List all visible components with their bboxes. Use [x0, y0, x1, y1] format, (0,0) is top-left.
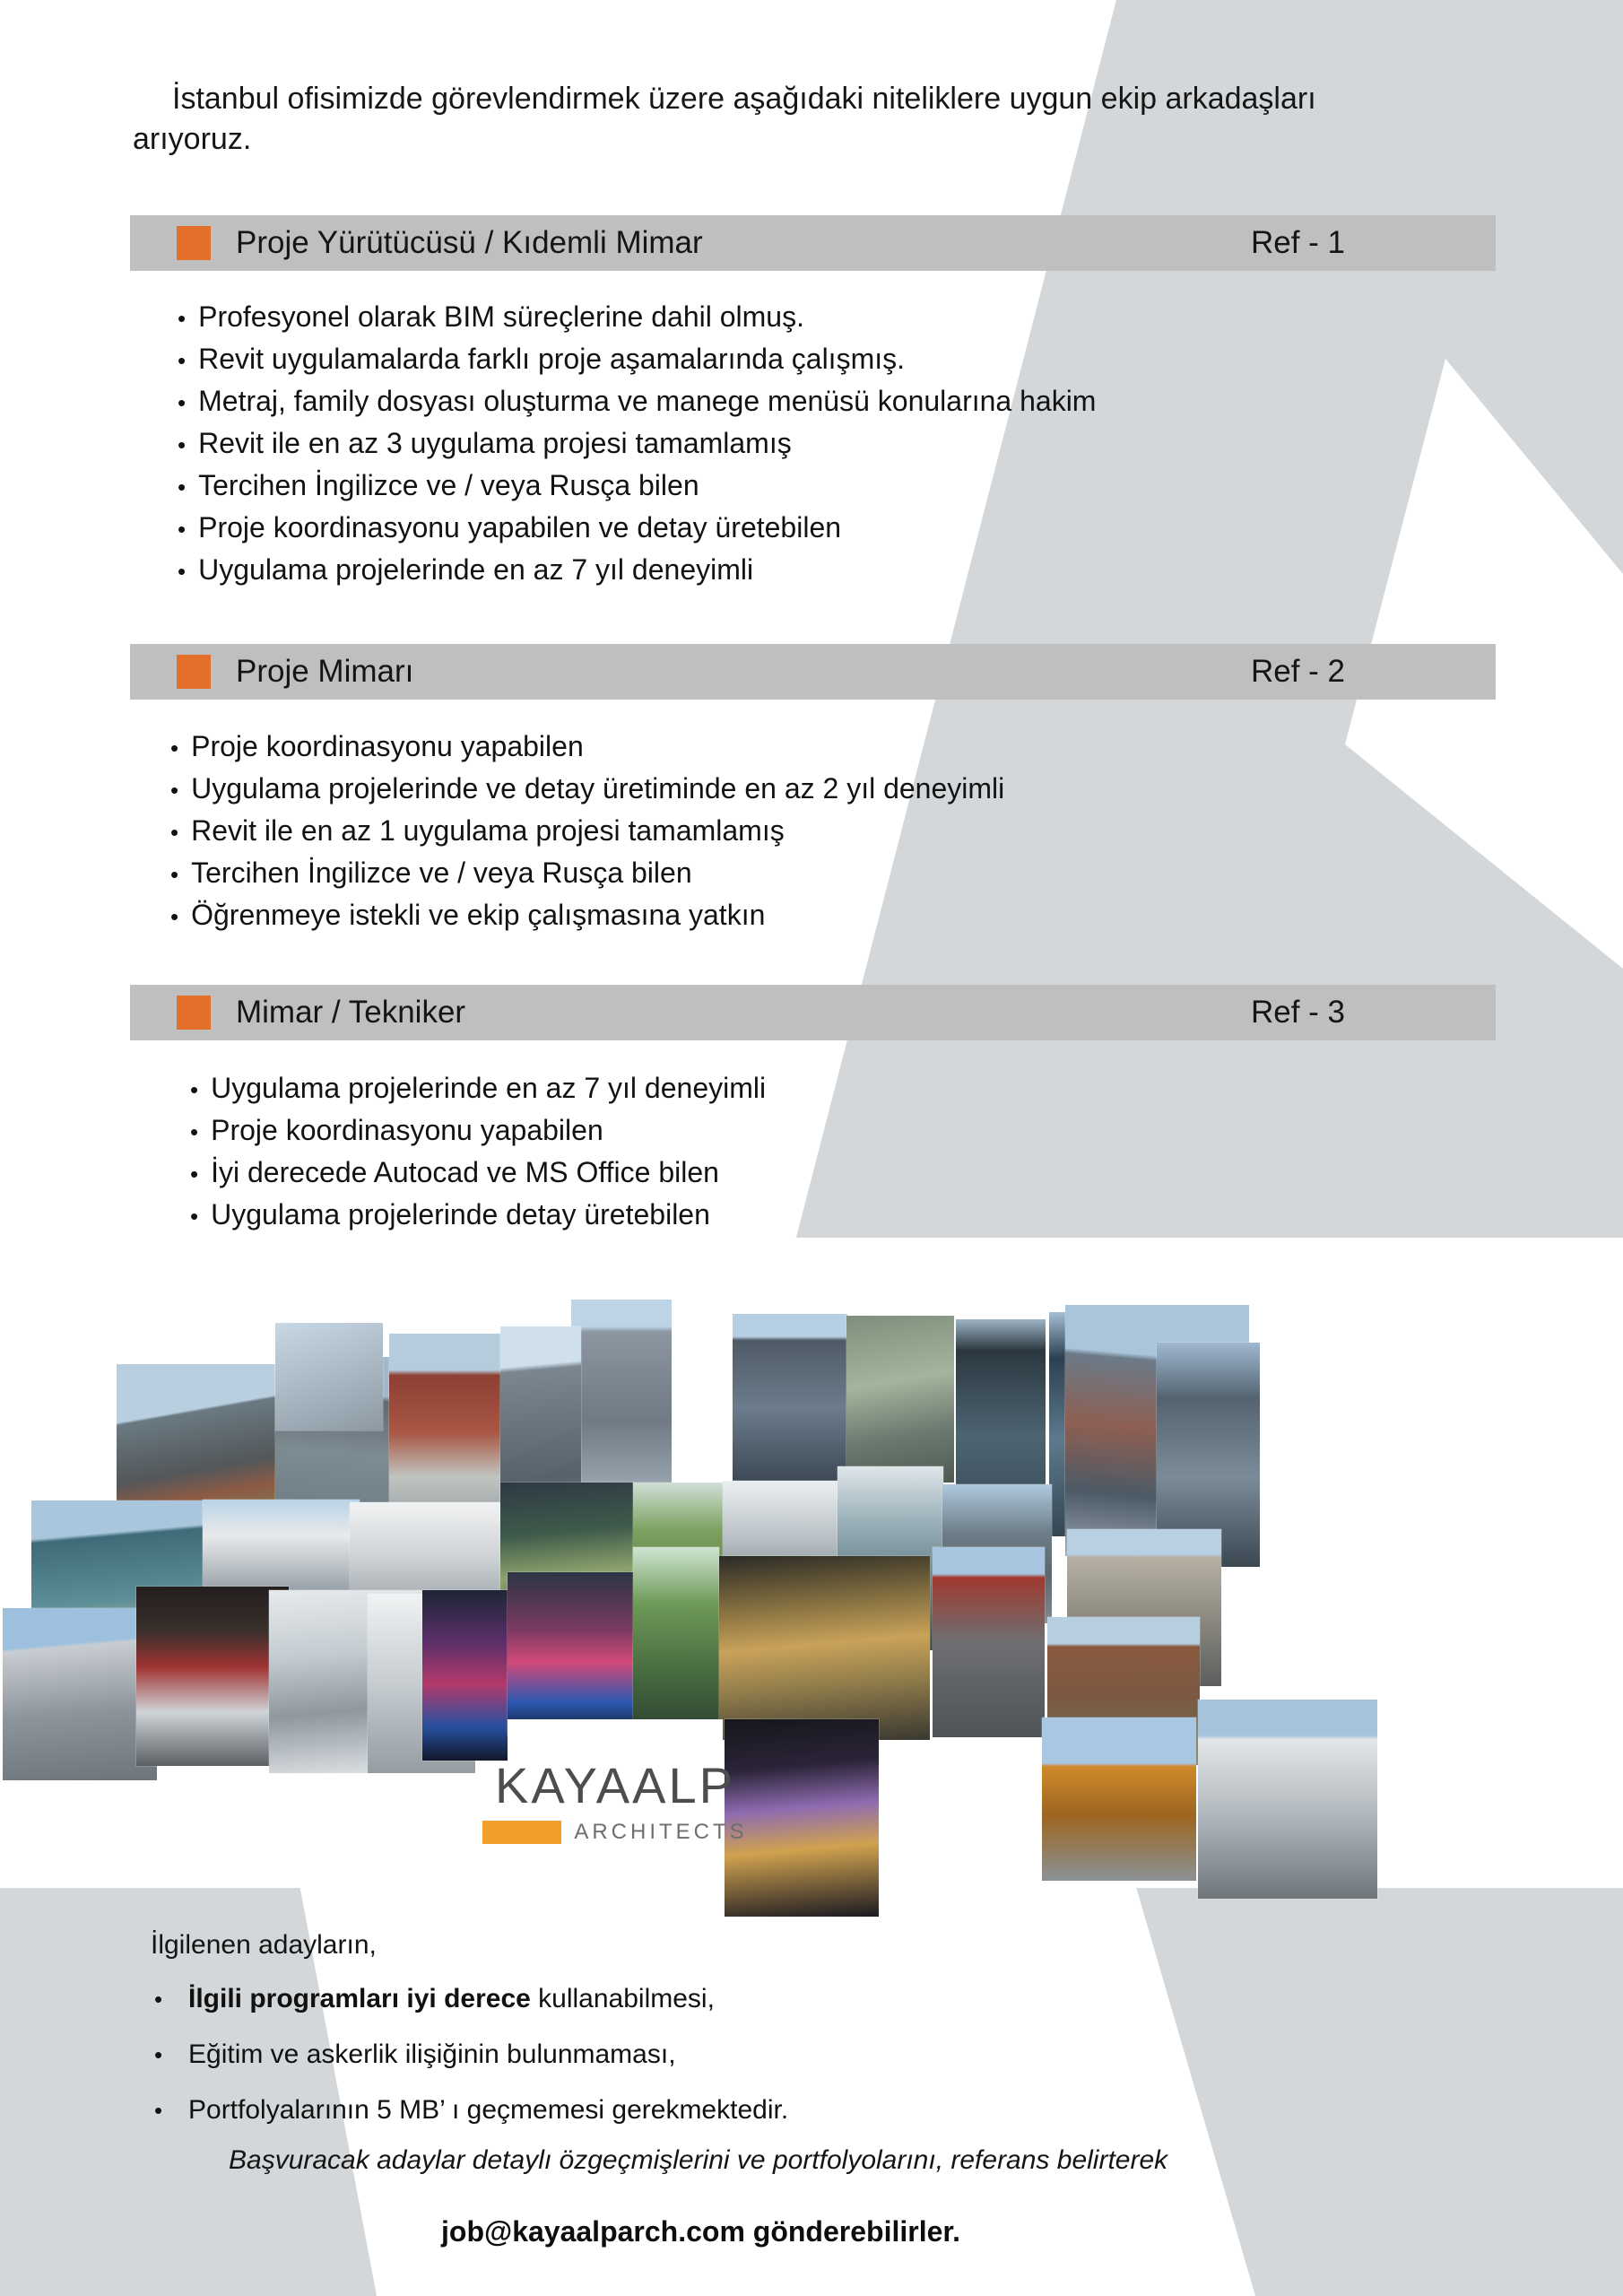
bullet-dot-icon: • [170, 777, 179, 804]
bullet-dot-icon: • [178, 305, 187, 332]
bullet-dot-icon: • [178, 389, 187, 416]
bullet-dot-icon: • [178, 431, 187, 458]
orange-square-icon [177, 996, 211, 1030]
list-item [170, 816, 1004, 845]
list-item [190, 1074, 766, 1102]
section-header-bar-3 [130, 985, 1496, 1040]
list-item [178, 513, 1096, 542]
bullet-text: Uygulama projelerinde en az 7 yıl deneyimli [198, 553, 754, 586]
section-header-bar-2 [130, 644, 1496, 700]
list-item [170, 858, 1004, 887]
logo-subtitle-row [482, 1820, 747, 1845]
list-item [170, 774, 1004, 803]
section-ref-1: Ref - 1 [1250, 225, 1345, 260]
collage-photo [933, 1547, 1045, 1737]
list-item [178, 471, 1096, 500]
collage-photo [1198, 1700, 1377, 1899]
bullet-text: Revit ile en az 1 uygulama projesi tamamlamış [191, 814, 785, 847]
bullet-dot-icon: • [154, 2041, 163, 2068]
bullet-text: Tercihen İngilizce ve / veya Rusça bilen [191, 857, 692, 889]
list-item [190, 1200, 766, 1229]
footer-email-line [441, 2215, 960, 2248]
bullet-dot-icon: • [190, 1203, 199, 1230]
collage-photo [846, 1316, 954, 1483]
collage-photo [633, 1547, 719, 1735]
section-title-3: Mimar / Tekniker [236, 995, 466, 1030]
bullet-text: İyi derecede Autocad ve MS Office bilen [211, 1156, 719, 1188]
section-bullets-3 [190, 1074, 766, 1242]
collage-photo [422, 1590, 512, 1761]
bullet-text: Eğitim ve askerlik ilişiğinin bulunmaması, [188, 2039, 676, 2069]
collage-photo [719, 1556, 930, 1740]
collage-photo [725, 1719, 879, 1917]
section-ref-2: Ref - 2 [1250, 654, 1345, 689]
list-item [154, 1984, 788, 2014]
bullet-text: Portfolyalarının 5 MB’ ı geçmemesi gerekmektedir. [188, 2095, 789, 2125]
intro-paragraph [133, 79, 1388, 160]
bullet-dot-icon: • [154, 2097, 163, 2124]
section-bullets-2 [170, 732, 1004, 943]
list-item [178, 387, 1096, 415]
bullet-text: Revit ile en az 3 uygulama projesi tamamlamış [198, 427, 792, 459]
section-header-bar-1 [130, 215, 1496, 271]
list-item [178, 429, 1096, 457]
logo-orange-bar-icon [482, 1821, 561, 1844]
bullet-text: Öğrenmeye istekli ve ekip çalışmasına yatkın [191, 899, 766, 931]
bullet-dot-icon: • [178, 558, 187, 585]
bullet-text: Proje koordinasyonu yapabilen ve detay üretebilen [198, 511, 842, 544]
orange-square-icon [177, 226, 211, 260]
section-ref-3: Ref - 3 [1250, 995, 1345, 1030]
bullet-dot-icon: • [170, 819, 179, 846]
bullet-text-rest: kullanabilmesi, [530, 1984, 715, 2013]
section-title-2: Proje Mimarı [236, 654, 414, 689]
list-item [178, 302, 1096, 331]
footer-lead-text: İlgilenen adayların, [151, 1930, 377, 1960]
list-item [190, 1158, 766, 1187]
bullet-dot-icon: • [190, 1161, 199, 1187]
orange-square-icon [177, 655, 211, 689]
email-address-link[interactable]: job@kayaalparch.com [441, 2215, 745, 2248]
bullet-dot-icon: • [170, 861, 179, 888]
bullet-dot-icon: • [190, 1076, 199, 1103]
bullet-text: Metraj, family dosyası oluşturma ve manege menüsü konularına hakim [198, 385, 1097, 417]
footer-requirements-list [154, 1984, 788, 2151]
footer-closing-italic: Başvuracak adaylar detaylı özgeçmişlerini ve portfolyolarını, referans belirterek [229, 2145, 1168, 2175]
bullet-dot-icon: • [170, 735, 179, 761]
bullet-dot-icon: • [178, 474, 187, 500]
list-item [190, 1116, 766, 1144]
bullet-text: Tercihen İngilizce ve / veya Rusça bilen [198, 469, 699, 501]
bullet-text [188, 1984, 715, 2014]
intro-text: İstanbul ofisimizde görevlendirmek üzere aşağıdaki niteliklere uygun ekip arkadaşları arıyoruz. [133, 82, 1316, 156]
collage-photo [1042, 1718, 1196, 1881]
bullet-text: Proje koordinasyonu yapabilen [191, 730, 584, 762]
bullet-text: Revit uygulamalarda farklı proje aşamalarında çalışmış. [198, 343, 905, 375]
logo-subtitle: ARCHITECTS [574, 1819, 748, 1844]
collage-photo [508, 1572, 633, 1735]
kayaalp-logo [495, 1719, 748, 1881]
bullet-text-bold: İlgili programları iyi derece [188, 1984, 531, 2013]
section-bullets-1 [178, 302, 1096, 597]
collage-photo [275, 1323, 383, 1431]
bullet-dot-icon: • [178, 516, 187, 543]
email-suffix-text: gönderebilirler. [744, 2215, 960, 2248]
section-title-1: Proje Yürütücüsü / Kıdemli Mimar [236, 225, 703, 260]
bullet-dot-icon: • [190, 1118, 199, 1145]
list-item [170, 900, 1004, 929]
list-item [178, 555, 1096, 584]
collage-photo [733, 1314, 847, 1502]
logo-wordmark: KAYAALP [495, 1756, 735, 1813]
list-item [154, 2039, 788, 2070]
bullet-text: Profesyonel olarak BIM süreçlerine dahil olmuş. [198, 300, 804, 333]
list-item [154, 2095, 788, 2126]
bullet-dot-icon: • [178, 347, 187, 374]
collage-photo [136, 1587, 289, 1766]
list-item [178, 344, 1096, 373]
bullet-dot-icon: • [170, 903, 179, 930]
bullet-text: Uygulama projelerinde en az 7 yıl deneyimli [211, 1072, 767, 1104]
project-photo-collage [0, 1278, 1623, 1906]
collage-photo [3, 1608, 157, 1780]
bullet-text: Uygulama projelerinde detay üretebilen [211, 1198, 710, 1231]
bullet-dot-icon: • [154, 1986, 163, 2013]
list-item [170, 732, 1004, 761]
bullet-text: Proje koordinasyonu yapabilen [211, 1114, 603, 1146]
bullet-text: Uygulama projelerinde ve detay üretiminde en az 2 yıl deneyimli [191, 772, 1005, 804]
